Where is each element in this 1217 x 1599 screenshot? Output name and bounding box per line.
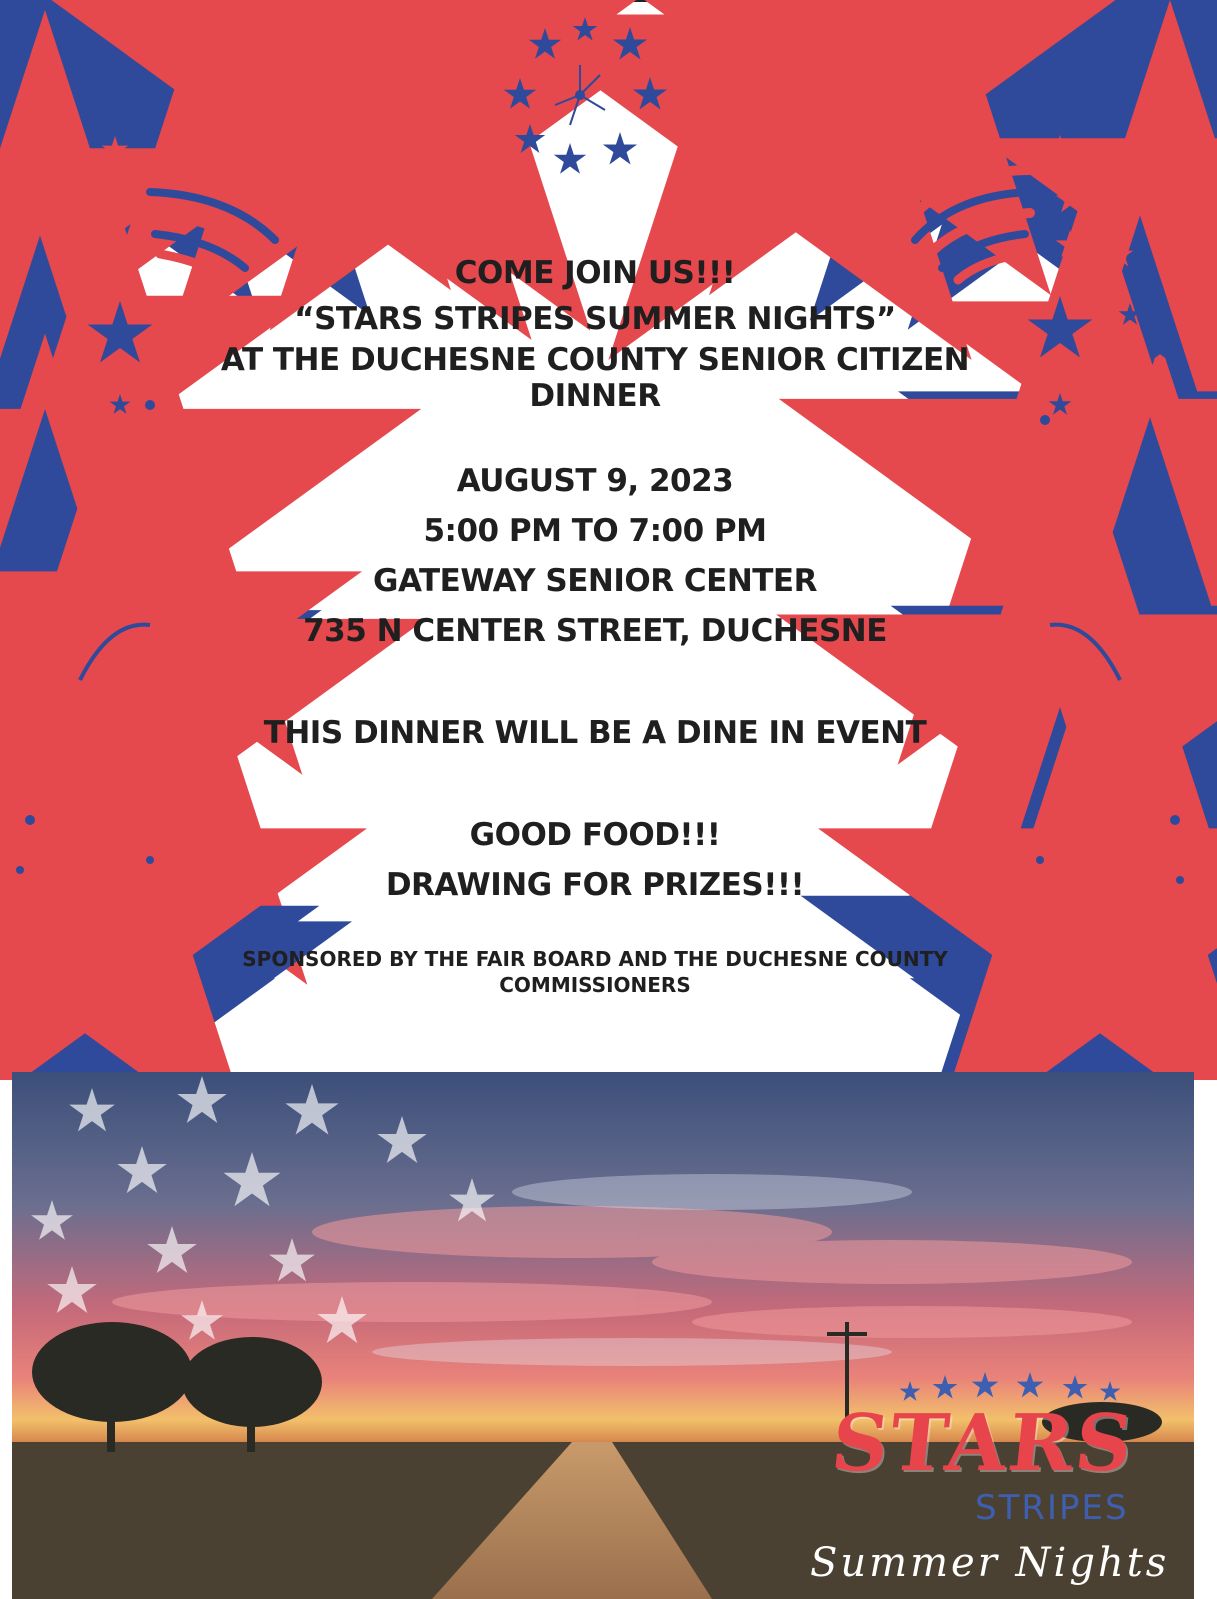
logo-title: STARS bbox=[827, 1398, 1139, 1489]
event-time: 5:00 PM TO 7:00 PM bbox=[423, 513, 767, 549]
headline-come-join: COME JOIN US!!! bbox=[454, 255, 736, 291]
good-food-line: GOOD FOOD!!! bbox=[469, 817, 721, 853]
event-address: 735 N CENTER STREET, DUCHESNE bbox=[303, 613, 887, 649]
drawing-line: DRAWING FOR PRIZES!!! bbox=[385, 867, 805, 903]
sponsor-line: SPONSORED BY THE FAIR BOARD AND THE DUCHESNE COUNTY COMMISSIONERS bbox=[242, 947, 948, 997]
headline-dinner: DINNER bbox=[529, 378, 661, 414]
headline-location: AT THE DUCHESNE COUNTY SENIOR CITIZEN bbox=[220, 342, 970, 378]
flyer-text bbox=[180, 250, 1010, 998]
event-venue: GATEWAY SENIOR CENTER bbox=[373, 563, 817, 599]
event-date: AUGUST 9, 2023 bbox=[456, 463, 734, 499]
headline-event-name: “STARS STRIPES SUMMER NIGHTS” bbox=[294, 301, 896, 337]
logo-subtitle: STRIPES bbox=[975, 1488, 1129, 1528]
logo-script: Summer Nights bbox=[810, 1540, 1170, 1586]
dine-in-note: THIS DINNER WILL BE A DINE IN EVENT bbox=[263, 715, 927, 751]
